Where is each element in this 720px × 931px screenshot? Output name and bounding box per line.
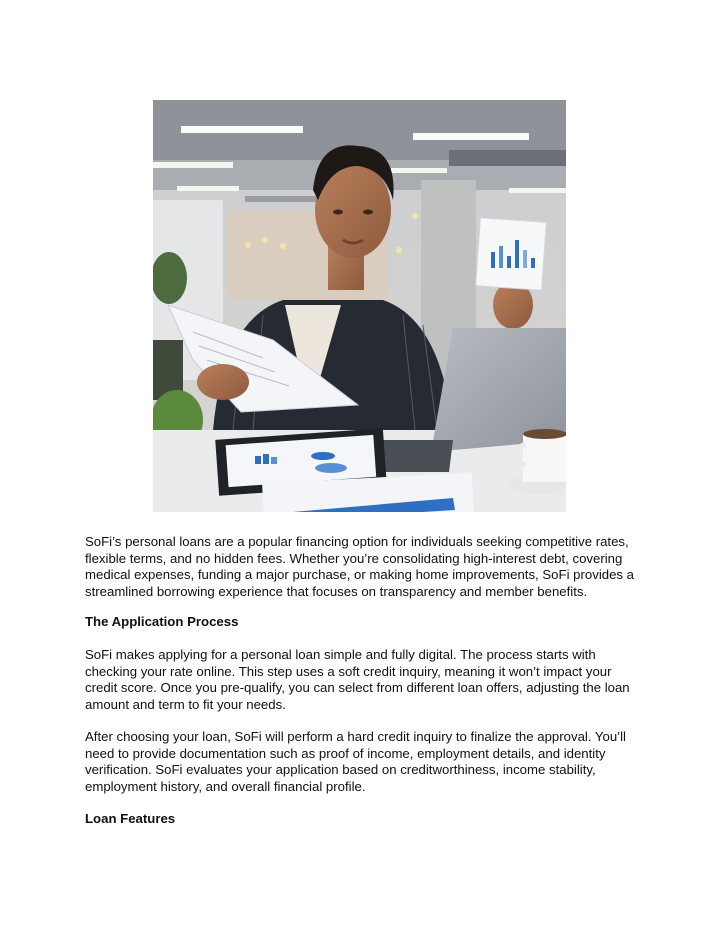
ceiling-light [509,188,566,193]
ceiling-light [181,126,303,133]
intro-paragraph: SoFi’s personal loans are a popular financing option for individuals seeking competitive rates, flexible terms, and no hidden fees. Whether you’re consolidating high-interest debt, covering medical expenses, funding a major purchase, or making home improvements, SoFi provides a streamlined borrowing experience that focuses on transparency and member benefits. [85,534,635,599]
heading-application-process: The Application Process [85,614,239,629]
application-paragraph-1: SoFi makes applying for a personal loan simple and fully digital. The process starts with checking your rate online. This step uses a soft credit inquiry, meaning it won’t impact your credit score. Once you pre-qualify, you can select from different loan offers, adjusting the loan amount and term to fit your needs. [85,647,630,712]
hero-photo [153,100,566,512]
ceiling-light [177,186,239,191]
heading-loan-features: Loan Features [85,811,176,826]
application-paragraph-2: After choosing your loan, SoFi will perform a hard credit inquiry to finalize the approval. You’ll need to provide documentation such as proof of income, employment details, and identity verification. SoFi evaluates your application based on creditworthiness, income stability, employment history, and overall financial profile. [85,729,626,794]
chart-card [476,218,547,290]
ceiling-light [391,168,447,173]
ceiling-light [153,162,233,168]
ceiling-light [413,133,529,140]
